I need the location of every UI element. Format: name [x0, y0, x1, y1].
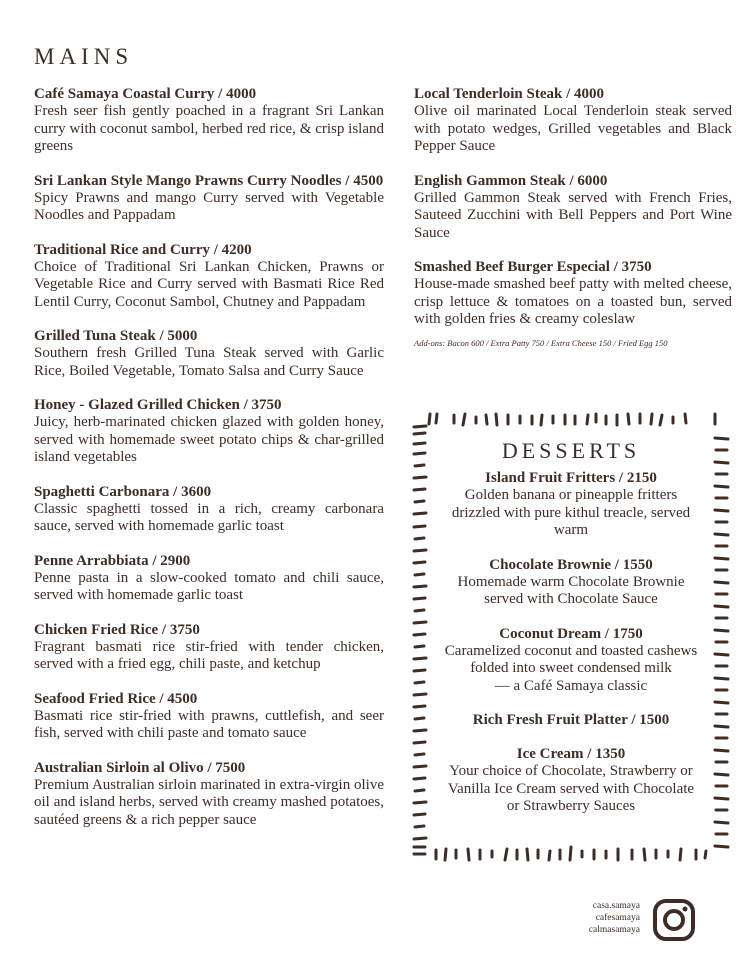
- item-description: Penne pasta in a slow-cooked tomato and chili sauce, served with homemade garlic toast: [34, 569, 384, 603]
- item-description: Classic spaghetti tossed in a rich, creamy carbonara sauce, served with homemade garlic toast: [34, 500, 384, 534]
- item-name: Honey - Glazed Grilled Chicken / 3750: [34, 397, 282, 413]
- item-name: Sri Lankan Style Mango Prawns Curry Noodles / 4500: [34, 172, 384, 189]
- menu-item: [414, 259, 732, 329]
- menu-item: [34, 553, 384, 605]
- item-name: Australian Sirloin al Olivo / 7500: [34, 759, 246, 776]
- social-handle[interactable]: cafesamaya: [595, 913, 640, 923]
- desserts-box: [410, 410, 732, 862]
- menu-item: [34, 484, 384, 536]
- item-description: Grilled Gammon Steak served with French Fries, Sauteed Zucchini with Bell Peppers and Port Wine Sauce: [414, 189, 732, 241]
- item-name: Café Samaya Coastal Curry / 4000: [34, 86, 257, 102]
- burger-addons: Add-ons: Bacon 600 / Extra Patty 750 / Extra Cheese 150 / Fried Egg 150: [414, 337, 668, 348]
- item-name: Chicken Fried Rice / 3750: [34, 621, 200, 638]
- social-handle[interactable]: casa.samaya: [592, 901, 640, 911]
- menu-item: [414, 86, 732, 156]
- item-description: Fresh seer fish gently poached in a fragrant Sri Lankan curry with coconut sambol, herbed red rice, & crisp island greens: [34, 103, 384, 154]
- menu-item: [34, 86, 384, 156]
- item-name: Local Tenderloin Steak / 4000: [414, 86, 605, 102]
- item-name: English Gammon Steak / 6000: [414, 172, 608, 189]
- item-description: Homemade warm Chocolate Brownie served with Chocolate Sauce: [457, 573, 685, 607]
- menu-item: [34, 173, 384, 225]
- item-description: Caramelized coconut and toasted cashews folded into sweet condensed milk: [444, 642, 698, 676]
- instagram-icon: [652, 898, 696, 942]
- item-name: Spaghetti Carbonara / 3600: [34, 483, 212, 500]
- mains-left-column: [34, 44, 384, 846]
- item-tagline: — a Café Samaya classic: [494, 677, 648, 694]
- item-description: Juicy, herb-marinated chicken glazed with golden honey, served with homemade sweet potato chips & char-grilled island vegetables: [34, 414, 384, 465]
- menu-item: [34, 691, 384, 743]
- menu-item: [34, 760, 384, 830]
- mains-title: MAINS: [34, 44, 134, 69]
- menu-item: [34, 622, 384, 674]
- dessert-item: [440, 557, 702, 609]
- handle-list: [589, 900, 640, 936]
- item-name: Traditional Rice and Curry / 4200: [34, 241, 252, 258]
- dessert-item: [440, 712, 702, 729]
- item-description: Your choice of Chocolate, Strawberry or Vanilla Ice Cream served with Chocolate or Strawberry Sauces: [447, 763, 695, 814]
- dessert-item: [440, 470, 702, 540]
- item-description: Basmati rice stir-fried with prawns, cuttlefish, and seer fish, served with chili paste and tomato sauce: [34, 707, 384, 741]
- item-name: Seafood Fried Rice / 4500: [34, 690, 198, 707]
- item-description: Golden banana or pineapple fritters drizzled with pure kithul treacle, served warm: [451, 487, 691, 538]
- menu-item: [414, 173, 732, 243]
- item-name: Island Fruit Fritters / 2150: [485, 470, 657, 486]
- item-name: Chocolate Brownie / 1550: [489, 556, 653, 573]
- desserts-title: DESSERTS: [501, 438, 641, 463]
- item-name: Rich Fresh Fruit Platter / 1500: [472, 712, 670, 728]
- menu-item: [34, 242, 384, 312]
- social-handles: [560, 898, 740, 948]
- dessert-item: [440, 746, 702, 816]
- dessert-item: [440, 626, 702, 696]
- menu-item: [34, 328, 384, 380]
- item-description: Southern fresh Grilled Tuna Steak served with Garlic Rice, Boiled Vegetable, Tomato Salsa and Curry Sauce: [34, 345, 384, 379]
- item-description: Choice of Traditional Sri Lankan Chicken, Prawns or Vegetable Rice and Curry served with Basmati Rice Red Lentil Curry, Coconut Sambol, Chutney and Pappadam: [34, 258, 384, 310]
- menu-item: [34, 397, 384, 467]
- item-description: Premium Australian sirloin marinated in extra-virgin olive oil and island herbs, served with creamy mashed potatoes, sautéed greens & a rich pepper sauce: [34, 776, 384, 828]
- social-handle[interactable]: calmasamaya: [588, 925, 640, 935]
- item-description: Fragrant basmati rice stir-fried with tender chicken, served with a fried egg, chili paste, and ketchup: [34, 638, 384, 672]
- item-name: Coconut Dream / 1750: [499, 625, 643, 642]
- item-name: Grilled Tuna Steak / 5000: [34, 328, 198, 344]
- item-description: Olive oil marinated Local Tenderloin steak served with potato wedges, Grilled vegetables and Black Pepper Sauce: [414, 103, 732, 154]
- item-name: Penne Arrabbiata / 2900: [34, 552, 191, 569]
- mains-right-column: [414, 86, 732, 348]
- item-name: Ice Cream / 1350: [516, 746, 626, 762]
- item-description: Spicy Prawns and mango Curry served with Vegetable Noodles and Pappadam: [34, 189, 384, 223]
- desserts-content: [440, 438, 702, 833]
- item-description: House-made smashed beef patty with melted cheese, crisp lettuce & tomatoes on a toasted bun, served with golden fries & creamy coleslaw: [414, 276, 732, 327]
- item-name: Smashed Beef Burger Especial / 3750: [414, 259, 652, 275]
